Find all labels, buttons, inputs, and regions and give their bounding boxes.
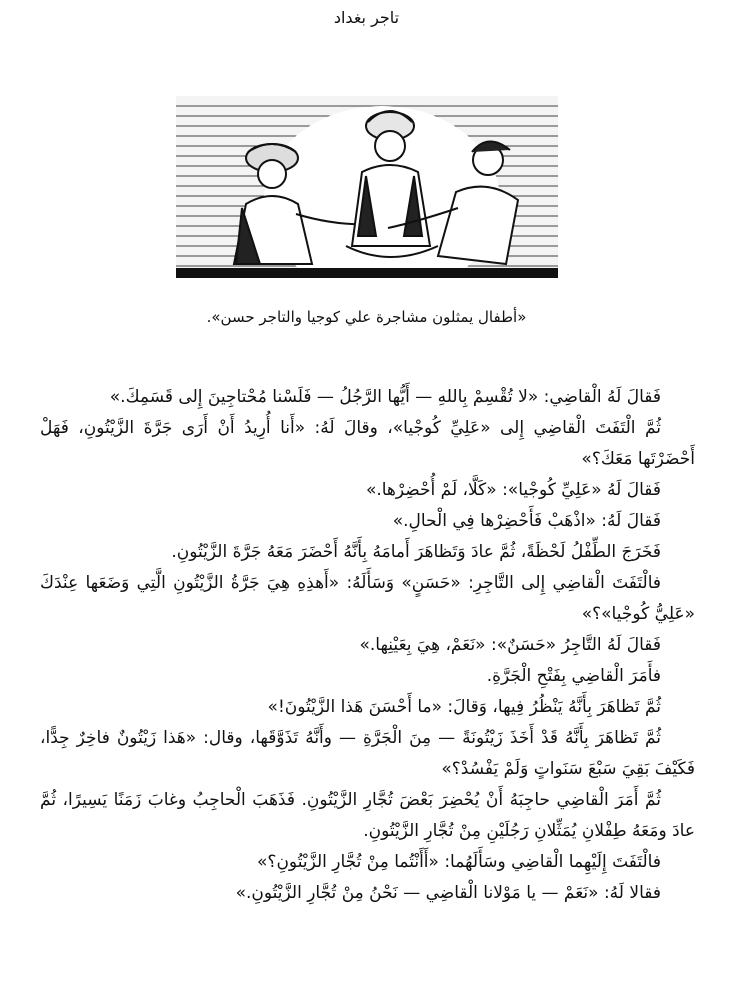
story-paragraph: ثُمَّ تَظاهَرَ بِأَنَّهُ قَدْ أَخَذَ زَيْتُونَةً — مِنَ الْجَرَّةِ — وأَنَّهُ تَذَوَّقَها، وقال: «هَذا زَيْتُونٌ فاخِرٌ جِدًّا، فَكَيْفَ بَقِيَ سَبْعَ سَنَواتٍ وَلَمْ يَفْسُدْ؟» <box>40 728 695 779</box>
story-paragraph: فَقالَ لَهُ التَّاجِرُ «حَسَنٌ»: «نَعَمْ، هِيَ بِعَيْنِها.» <box>359 635 661 655</box>
story-paragraph: فقالا لَهُ: «نَعَمْ — يا مَوْلانا الْقاضِي — نَحْنُ مِنْ تُجَّارِ الزَّيْتُونِ.» <box>235 883 661 903</box>
story-paragraph: فالْتَفَتَ إِلَيْهِما الْقاضِي وسَأَلَهُما: «أَأَنْتُما مِنْ تُجَّارِ الزَّيْتُونِ؟» <box>257 852 661 872</box>
story-paragraph: فأَمَرَ الْقاضِي بِفَتْحِ الْجَرَّةِ. <box>486 666 661 686</box>
story-paragraph: ثُمَّ الْتَفَتَ الْقاضِي إِلى «عَلِيِّ كُوجْيا»، وقالَ لَهُ: «أَنا أُرِيدُ أَنْ أَرَى جَرَّةَ الزَّيْتُونِ، فَهَلْ أَحْضَرْتَها مَعَكَ؟» <box>40 418 695 469</box>
story-paragraph: فالْتَفَتَ الْقاضِي إِلى التَّاجِرِ: «حَسَنٍ» وَسَأَلَهُ: «أَهذِهِ هِيَ جَرَّةُ الزَّيْتُونِ الَّتِي وَضَعَها عِنْدَكَ «عَلِيُّ كُوجْيا»؟» <box>40 573 695 624</box>
page-header-title: تاجر بغداد <box>333 8 400 27</box>
story-paragraph: فَخَرَجَ الطِّفْلُ لَحْظَةً، ثُمَّ عادَ وَتَظاهَرَ أَمامَهُ بِأَنَّهُ أَحْضَرَ مَعَهُ جَرَّةَ الزَّيْتُونِ. <box>171 542 661 562</box>
story-paragraph: فَقالَ لَهُ: «اذْهَبْ فَأَحْضِرْها فِي الْحالِ.» <box>392 511 661 531</box>
story-body <box>40 382 695 909</box>
story-paragraph: ثُمَّ أَمَرَ الْقاضِي حاجِبَهُ أَنْ يُحْضِرَ بَعْضَ تُجَّارِ الزَّيْتُونِ. فَذَهَبَ الْحاجِبُ وغابَ زَمَنًا يَسِيرًا، ثُمَّ عادَ ومَعَهُ طِفْلانِ يُمَثِّلانِ رَجُلَيْنِ مِنْ تُجَّارِ الزَّيْتُونِ. <box>40 790 695 841</box>
story-paragraph: ثُمَّ تَظاهَرَ بِأَنَّهُ يَنْظُرُ فِيها، وَقالَ: «ما أَحْسَنَ هَذا الزَّيْتُونَ!» <box>267 697 661 717</box>
figure-caption: «أطفال يمثلون مشاجرة علي كوجيا والتاجر حسن». <box>206 308 527 326</box>
illustration-ground <box>176 268 558 278</box>
story-paragraph: فَقالَ لَهُ «عَلِيِّ كُوجْيا»: «كَلَّا، لَمْ أُحْضِرْها.» <box>365 480 661 500</box>
story-illustration <box>176 96 558 278</box>
story-paragraph: فَقالَ لَهُ الْقاضِي: «لا تُقْسِمْ بِاللهِ — أَيُّها الرَّجُلُ — فَلَسْنا مُحْتاجِينَ إِلى قَسَمِكَ.» <box>109 387 661 407</box>
